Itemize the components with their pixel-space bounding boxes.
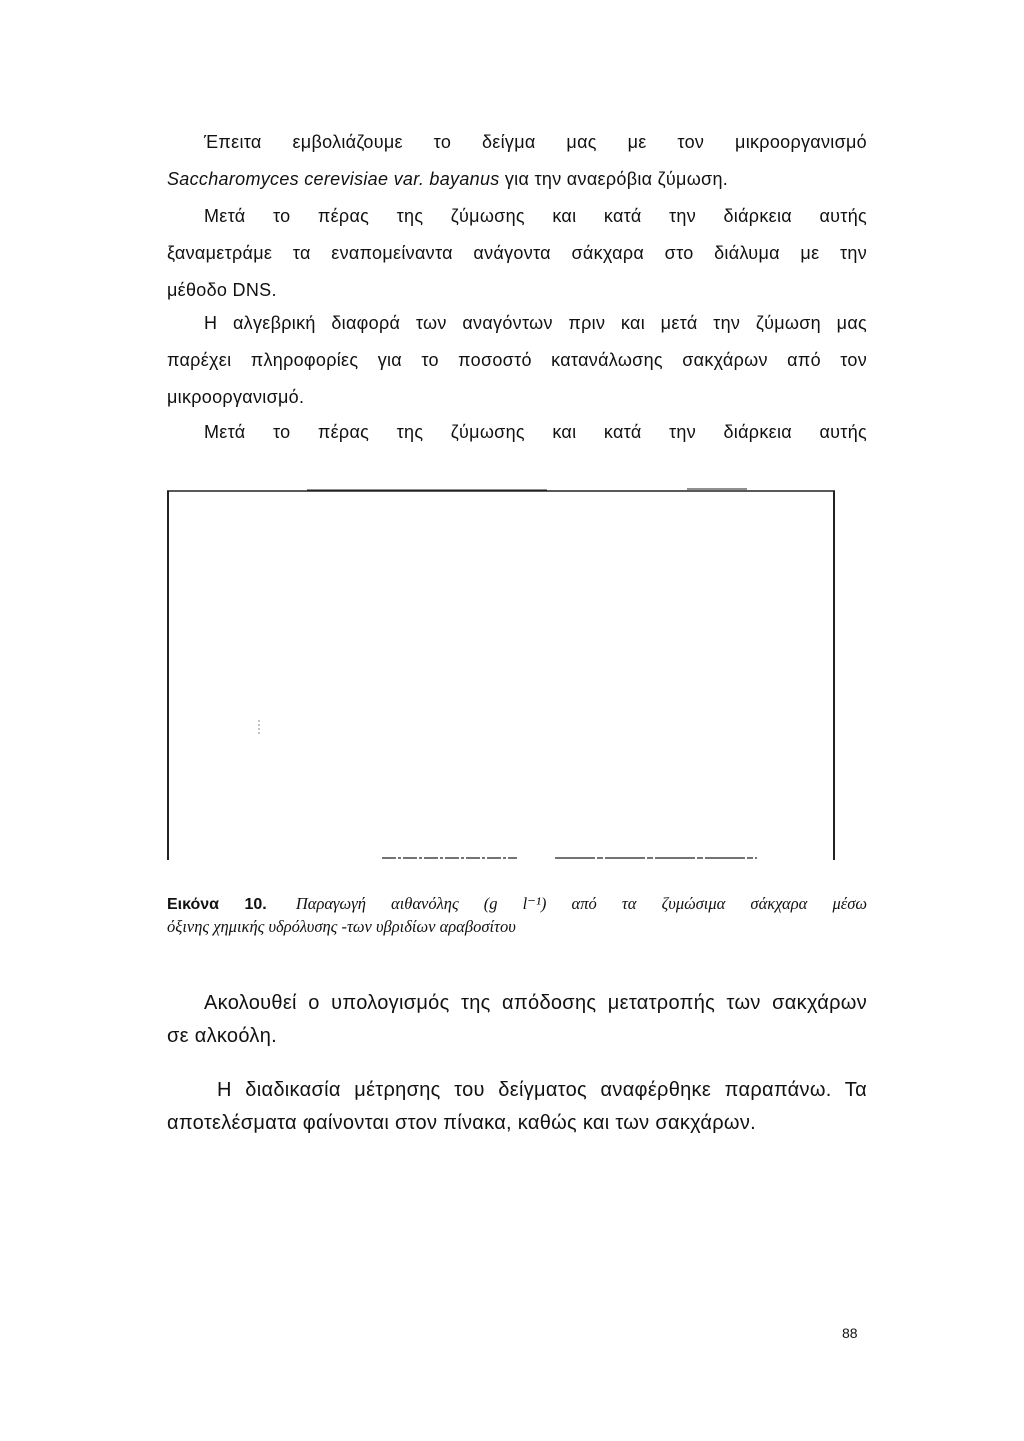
paragraph-yield xyxy=(167,987,867,1053)
paragraph-remeasure-line-1: Μετά το πέρας της ζύμωσης και κατά την διάρκεια αυτής xyxy=(204,206,867,226)
paragraph-inoculation xyxy=(167,124,867,198)
page-number: 88 xyxy=(842,1325,858,1341)
paragraph-results xyxy=(167,1074,867,1140)
paragraph-yield-line-1: Ακολουθεί ο υπολογισμός της απόδοσης μετατροπής των σακχάρων xyxy=(204,992,867,1014)
paragraph-inoculation-line-2-rest: για την αναερόβια ζύμωση. xyxy=(499,169,729,189)
paragraph-results-line-2: αποτελέσματα φαίνονται στον πίνακα, καθώς και των σακχάρων. xyxy=(167,1112,757,1134)
figure-caption-text-1: Παραγωγή αιθανόλης (g l⁻¹) από τα ζυμώσιμα σάκχαρα μέσω xyxy=(295,894,868,913)
paragraph-remeasure-line-2: ξαναμετράμε τα εναπομείναντα ανάγοντα σάκχαρα στο διάλυμα με την xyxy=(167,243,867,263)
paragraph-results-line-1: Η διαδικασία μέτρησης του δείγματος αναφέρθηκε παραπάνω. Τα xyxy=(217,1079,867,1101)
paragraph-difference-line-2: παρέχει πληροφορίες για το ποσοστό κατανάλωσης σακχάρων από τον xyxy=(167,350,867,370)
paragraph-remeasure xyxy=(167,198,867,309)
figure-caption-label: Εικόνα 10. xyxy=(167,896,267,913)
figure-caption-line-2: όξινης χημικής υδρόλυσης -των υβριδίων αραβοσίτου xyxy=(167,917,516,936)
paragraph-inoculation-line-1: Έπειτα εμβολιάζουμε το δείγμα μας με τον μικροοργανισμό xyxy=(204,132,867,152)
figure-frame-lines xyxy=(167,488,835,860)
organism-name: Saccharomyces cerevisiae var. bayanus xyxy=(167,169,500,189)
figure-image-frame xyxy=(167,488,835,860)
figure-caption-line-1 xyxy=(167,893,867,916)
paragraph-difference-line-3: μικροοργανισμό. xyxy=(167,387,305,407)
paragraph-difference xyxy=(167,305,867,416)
paragraph-yield-line-2: σε αλκοόλη. xyxy=(167,1025,277,1047)
paragraph-inoculation-line-2 xyxy=(167,161,867,198)
paragraph-difference-line-1: Η αλγεβρική διαφορά των αναγόντων πριν και μετά την ζύμωση μας xyxy=(204,313,867,333)
paragraph-repeat xyxy=(167,414,867,451)
figure-caption xyxy=(167,893,867,938)
paragraph-repeat-line-1: Μετά το πέρας της ζύμωσης και κατά την διάρκεια αυτής xyxy=(204,422,867,442)
paragraph-remeasure-line-3: μέθοδο DNS. xyxy=(167,280,277,300)
